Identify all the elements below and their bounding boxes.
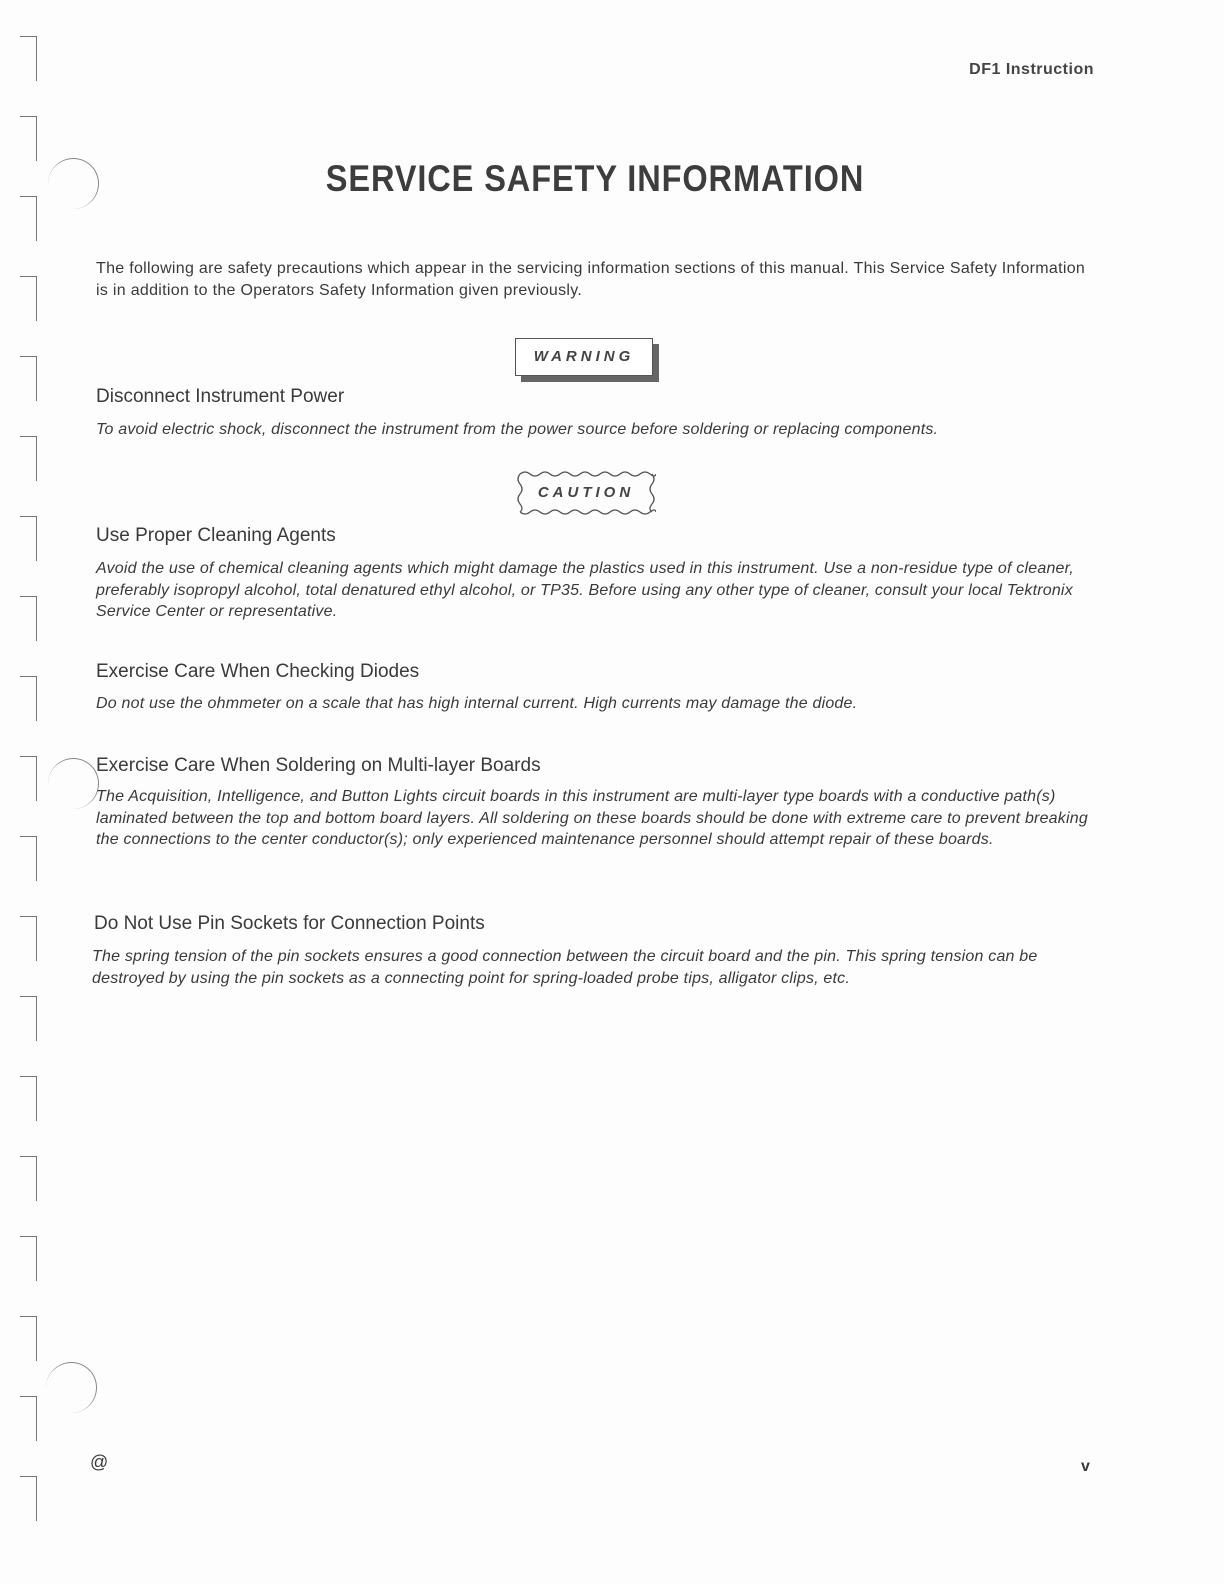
hole-punch-mark bbox=[48, 758, 99, 809]
binder-tab-mark bbox=[20, 1316, 37, 1361]
page-title: SERVICE SAFETY INFORMATION bbox=[325, 158, 865, 199]
section-body: The spring tension of the pin sockets ensures a good connection between the circuit board and the pin. This spring tension can be destroyed by using the pin sockets as a connecting point for spring-loaded probe tips, alligator clips, etc. bbox=[92, 948, 1038, 987]
binder-tab-mark bbox=[20, 676, 37, 721]
section-heading: Do Not Use Pin Sockets for Connection Points bbox=[94, 913, 485, 934]
binder-tab-mark bbox=[20, 436, 37, 481]
section-body: Avoid the use of chemical cleaning agents which might damage the plastics used in this instrument. Use a non-residue type of cleaner, preferably isopropyl alcohol, total denatured ethyl alcohol, or TP35. Before using any other type of cleaner, consult your local Tektronix Service Center or representative. bbox=[96, 560, 1074, 620]
binder-tab-mark bbox=[20, 916, 37, 961]
binder-tab-mark bbox=[20, 996, 37, 1041]
section-heading: Exercise Care When Checking Diodes bbox=[96, 661, 420, 682]
section-heading: Exercise Care When Soldering on Multi-layer Boards bbox=[96, 755, 541, 776]
binder-tab-mark bbox=[20, 516, 37, 561]
binder-tab-mark bbox=[20, 356, 37, 401]
caution-badge bbox=[516, 470, 656, 516]
footer-symbol: @ bbox=[90, 1452, 109, 1472]
binder-tab-mark bbox=[20, 196, 37, 241]
hole-punch-mark bbox=[46, 1362, 97, 1413]
binder-tab-mark bbox=[20, 1076, 37, 1121]
binder-tab-mark bbox=[20, 1476, 37, 1521]
section-body: To avoid electric shock, disconnect the instrument from the power source before soldering or replacing components. bbox=[96, 421, 939, 438]
binder-tab-mark bbox=[20, 1396, 37, 1441]
section-body: Do not use the ohmmeter on a scale that has high internal current. High currents may damage the diode. bbox=[96, 695, 858, 712]
binder-tab-mark bbox=[20, 596, 37, 641]
binder-tab-mark bbox=[20, 36, 37, 81]
binder-tab-mark bbox=[20, 1236, 37, 1281]
section-heading: Disconnect Instrument Power bbox=[96, 386, 345, 407]
binder-tab-mark bbox=[20, 1156, 37, 1201]
binder-tab-mark bbox=[20, 756, 37, 801]
section-body: The Acquisition, Intelligence, and Button Lights circuit boards in this instrument are multi-layer type boards with a conductive path(s) laminated between the top and bottom board layers. All soldering on these boards should be done with extreme care to prevent breaking the connections to the center conductor(s); only experienced maintenance personnel should attempt repair of these boards. bbox=[96, 788, 1088, 848]
page-number: v bbox=[1081, 1458, 1090, 1475]
running-header: DF1 Instruction bbox=[969, 61, 1094, 78]
caution-label: CAUTION bbox=[537, 484, 635, 501]
section-heading: Use Proper Cleaning Agents bbox=[96, 525, 336, 546]
binder-tab-mark bbox=[20, 836, 37, 881]
intro-paragraph: The following are safety precautions which appear in the servicing information sections of this manual. This Service Safety Information is in addition to the Operators Safety Information given previously. bbox=[96, 260, 1086, 299]
binder-tab-mark bbox=[20, 276, 37, 321]
warning-badge: WARNING bbox=[515, 338, 653, 376]
binder-tab-mark bbox=[20, 116, 37, 161]
